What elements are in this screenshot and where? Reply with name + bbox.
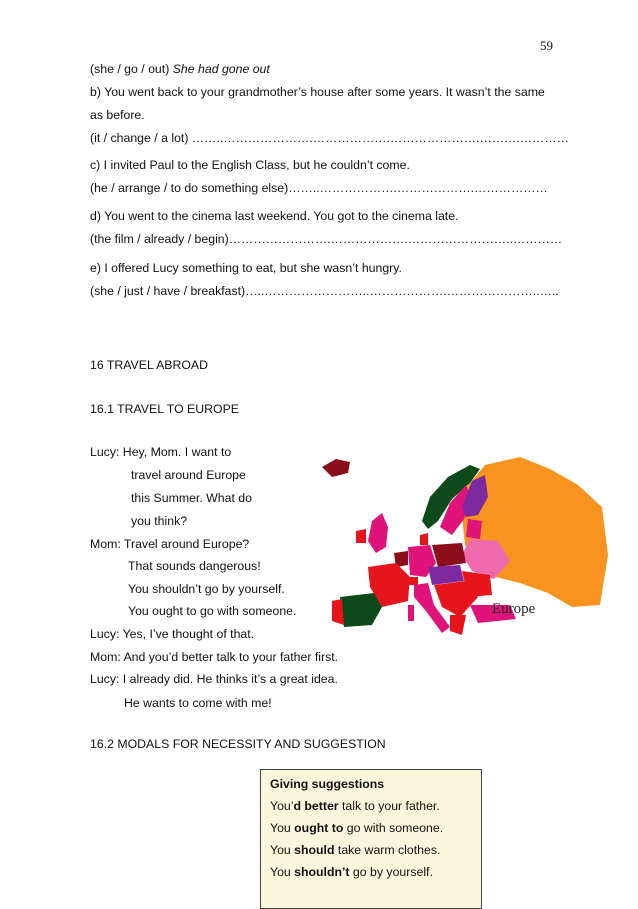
exercise-c-text: c) I invited Paul to the English Class, but he couldn’t come. (90, 158, 410, 172)
suggestion-post: talk to your father. (338, 799, 440, 813)
suggestion-row (270, 839, 472, 861)
suggestion-modal: should (294, 843, 335, 857)
map-denmark (420, 533, 428, 545)
dialogue-line: Mom: Travel around Europe? (90, 537, 250, 551)
map-britain (368, 513, 388, 553)
dialogue-line: this Summer. What do (131, 491, 252, 505)
exercise-a-answer: She had gone out (172, 62, 270, 76)
section-heading: 16 TRAVEL ABROAD (90, 358, 209, 372)
suggestion-pre: You (270, 843, 295, 857)
suggestion-post: take warm clothes. (334, 843, 441, 857)
map-greece (450, 615, 466, 635)
exercise-d-prompt: (the film / already / begin)…………………….……………….……………………..………… (90, 232, 563, 246)
map-iceland (322, 459, 350, 477)
exercise-b-text: b) You went back to your grandmother’s house after some years. It wasn’t the same (90, 85, 545, 99)
suggestions-title: Giving suggestions (270, 777, 385, 791)
dialogue-line: travel around Europe (131, 468, 246, 482)
exercise-b-prompt: (it / change / a lot) ……..………………….……………….………………….……….………… (90, 131, 569, 145)
exercise-d-text: d) You went to the cinema last weekend. You got to the cinema late. (90, 209, 459, 223)
map-spain (340, 593, 382, 627)
suggestion-modal: ought to (294, 821, 344, 835)
map-portugal (332, 599, 344, 625)
map-islands (408, 605, 414, 621)
dialogue-line: Mom: And you’d better talk to your father first. (90, 650, 339, 664)
suggestions-box (260, 769, 482, 909)
dialogue-line: You shouldn’t go by yourself. (128, 582, 285, 596)
map-ireland (356, 529, 366, 543)
suggestion-pre: You’ (270, 799, 294, 813)
map-poland (432, 543, 466, 567)
suggestion-pre: You (270, 865, 295, 879)
map-baltics (466, 519, 482, 539)
exercise-e-prompt: (she / just / have / breakfast)…..……………………..……………….…………………..….. (90, 284, 559, 298)
suggestion-row (270, 861, 472, 883)
europe-map (310, 455, 610, 665)
dialogue-line: you think? (131, 514, 188, 528)
suggestion-modal: d better (293, 799, 339, 813)
map-switzerland (408, 577, 418, 585)
suggestion-post: go by yourself. (349, 865, 433, 879)
page-number: 59 (540, 38, 553, 53)
dialogue-line: Lucy: Yes, I’ve thought of that. (90, 627, 255, 641)
dialogue-line: That sounds dangerous! (128, 559, 261, 573)
dialogue-line: He wants to come with me! (124, 696, 272, 710)
dialogue-line: Lucy: I already did. He thinks it’s a great idea. (90, 672, 338, 686)
exercise-a-prompt: (she / go / out) (90, 62, 173, 76)
subsection-heading-modals: 16.2 MODALS FOR NECESSITY AND SUGGESTION (90, 737, 386, 751)
subsection-heading-travel: 16.1 TRAVEL TO EUROPE (90, 402, 239, 416)
suggestion-post: go with someone. (343, 821, 444, 835)
exercise-c-prompt: (he / arrange / to do something else)……..……………….……………….……………… (90, 181, 548, 195)
suggestion-pre: You (270, 821, 295, 835)
suggestion-row (270, 795, 472, 817)
map-label: Europe (492, 601, 536, 617)
exercise-b-text-cont: as before. (90, 108, 145, 122)
suggestion-modal: shouldn’t (294, 865, 350, 879)
dialogue-line: Lucy: Hey, Mom. I want to (90, 445, 232, 459)
exercise-e-text: e) I offered Lucy something to eat, but she wasn’t hungry. (90, 261, 402, 275)
suggestion-row (270, 817, 472, 839)
dialogue-line: You ought to go with someone. (128, 604, 297, 618)
exercise-a-line (90, 62, 270, 76)
